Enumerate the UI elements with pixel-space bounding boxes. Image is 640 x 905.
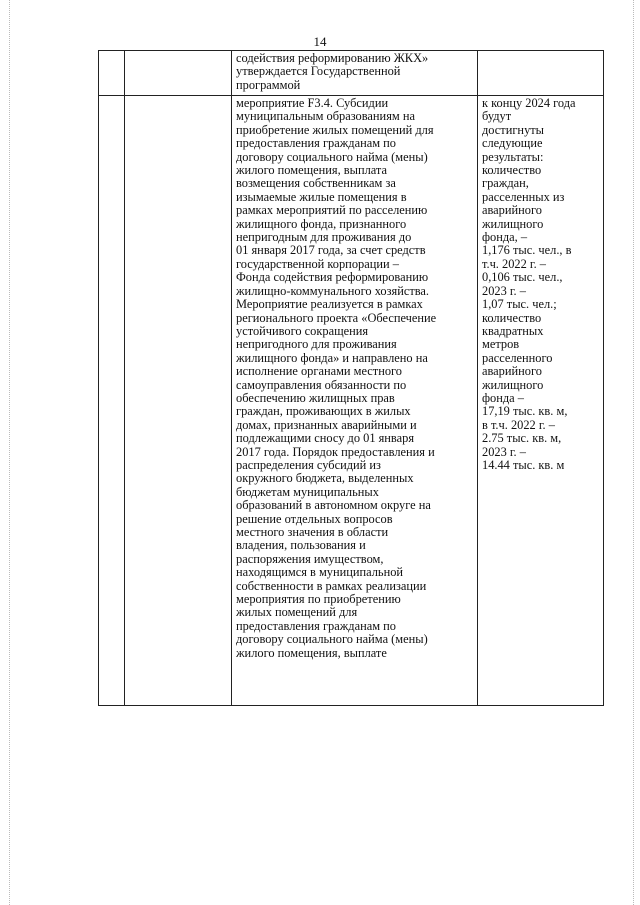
scan-edge-right xyxy=(633,0,634,905)
text-line: фонда – xyxy=(482,390,524,405)
text-line: жилищного фонда» и направлено на xyxy=(236,350,428,365)
text-line: договору социального найма (мены) xyxy=(236,632,428,647)
text-line: регионального проекта «Обеспечение xyxy=(236,310,437,325)
cell-result-text xyxy=(478,96,603,472)
table-cell-description xyxy=(232,96,478,706)
text-line: окружного бюджета, выделенных xyxy=(236,471,414,486)
table-cell-name xyxy=(125,96,232,706)
text-line: 0,106 тыс. чел., xyxy=(482,270,563,285)
text-line: устойчивого сокращения xyxy=(236,323,369,338)
text-line: результаты: xyxy=(482,149,544,164)
program-table xyxy=(98,50,604,706)
text-line: образований в автономном округе на xyxy=(236,498,431,513)
text-line: жилищно-коммунального хозяйства. xyxy=(236,283,430,298)
cell-result-text xyxy=(478,51,603,52)
text-line: количество xyxy=(482,310,542,325)
text-line: аварийного xyxy=(482,203,542,218)
text-line: Мероприятие реализуется в рамках xyxy=(236,297,423,312)
text-line: расселенного xyxy=(482,350,553,365)
text-line: утверждается Государственной xyxy=(236,64,401,79)
text-line: исполнение органами местного xyxy=(236,364,402,379)
text-line: программой xyxy=(236,77,301,92)
text-line: к концу 2024 года xyxy=(482,96,576,110)
cell-description-text xyxy=(232,51,477,92)
table-row xyxy=(99,96,604,706)
text-line: фонда, – xyxy=(482,230,528,245)
text-line: собственности в рамках реализации xyxy=(236,578,427,593)
text-line: государственной корпорации – xyxy=(236,256,399,271)
text-line: решение отдельных вопросов xyxy=(236,511,393,526)
text-line: непригодным для проживания до xyxy=(236,230,412,245)
text-line: изымаемые жилые помещения в xyxy=(236,189,407,204)
text-line: т.ч. 2022 г. – xyxy=(482,256,546,271)
text-line: 2.75 тыс. кв. м, xyxy=(482,431,562,446)
text-line: находящимся в муниципальной xyxy=(236,565,404,580)
text-line: приобретение жилых помещений для xyxy=(236,122,434,137)
text-line: самоуправления обязанности по xyxy=(236,377,407,392)
text-line: 2017 года. Порядок предоставления и xyxy=(236,444,435,459)
text-line: жилищного xyxy=(482,377,544,392)
text-line: 1,176 тыс. чел., в xyxy=(482,243,572,258)
text-line: бюджетам муниципальных xyxy=(236,484,379,499)
text-line: граждан, xyxy=(482,176,529,191)
text-line: квадратных xyxy=(482,323,544,338)
text-line: местного значения в области xyxy=(236,525,389,539)
text-line: в т.ч. 2022 г. – xyxy=(482,417,555,432)
table-cell-name xyxy=(125,51,232,96)
text-line: обеспечению жилищных прав xyxy=(236,390,395,405)
text-line: 14.44 тыс. кв. м xyxy=(482,457,565,472)
text-line: 01 января 2017 года, за счет средств xyxy=(236,243,426,258)
table-cell-number xyxy=(99,96,125,706)
text-line: жилищного фонда, признанного xyxy=(236,216,407,231)
text-line: предоставления гражданам по xyxy=(236,618,397,633)
text-line: метров xyxy=(482,337,520,352)
text-line: содействия реформированию ЖКХ» xyxy=(236,51,429,65)
text-line: владения, пользования и xyxy=(236,538,366,553)
text-line: 17,19 тыс. кв. м, xyxy=(482,404,568,419)
page-number: 14 xyxy=(313,34,327,49)
text-line: жилого помещения, выплата xyxy=(236,163,387,178)
text-line: договору социального найма (мены) xyxy=(236,149,428,164)
text-line: следующие xyxy=(482,136,543,151)
table-row xyxy=(99,51,604,96)
text-line: возмещения собственникам за xyxy=(236,176,396,191)
text-line: непригодного для проживания xyxy=(236,337,397,352)
table-cell-result xyxy=(478,51,604,96)
text-line: домах, признанных аварийными и xyxy=(236,417,417,432)
text-line: будут xyxy=(482,109,512,124)
text-line: Фонда содействия реформированию xyxy=(236,270,429,285)
text-line: количество xyxy=(482,163,542,178)
text-line: рамках мероприятий по расселению xyxy=(236,203,428,218)
text-line: муниципальным образованиям на xyxy=(236,109,415,124)
text-line: 2023 г. – xyxy=(482,283,526,298)
text-line: мероприятие F3.4. Субсидии xyxy=(236,96,389,110)
text-line: жилых помещений для xyxy=(236,605,358,620)
text-line: расселенных из xyxy=(482,189,565,204)
text-line: 1,07 тыс. чел.; xyxy=(482,297,557,312)
scan-edge-left xyxy=(9,0,10,905)
cell-description-text xyxy=(232,96,477,660)
text-line: мероприятия по приобретению xyxy=(236,592,401,607)
text-line: распределения субсидий из xyxy=(236,457,381,472)
table-cell-number xyxy=(99,51,125,96)
text-line: подлежащими сносу до 01 января xyxy=(236,431,415,446)
text-line: аварийного xyxy=(482,364,542,379)
text-line: жилищного xyxy=(482,216,544,231)
table-cell-result xyxy=(478,96,604,706)
text-line: 2023 г. – xyxy=(482,444,526,459)
text-line: достигнуты xyxy=(482,122,545,137)
table-cell-description xyxy=(232,51,478,96)
text-line: граждан, проживающих в жилых xyxy=(236,404,411,419)
text-line: распоряжения имуществом, xyxy=(236,551,384,566)
text-line: жилого помещения, выплате xyxy=(236,645,387,660)
text-line: предоставления гражданам по xyxy=(236,136,397,151)
